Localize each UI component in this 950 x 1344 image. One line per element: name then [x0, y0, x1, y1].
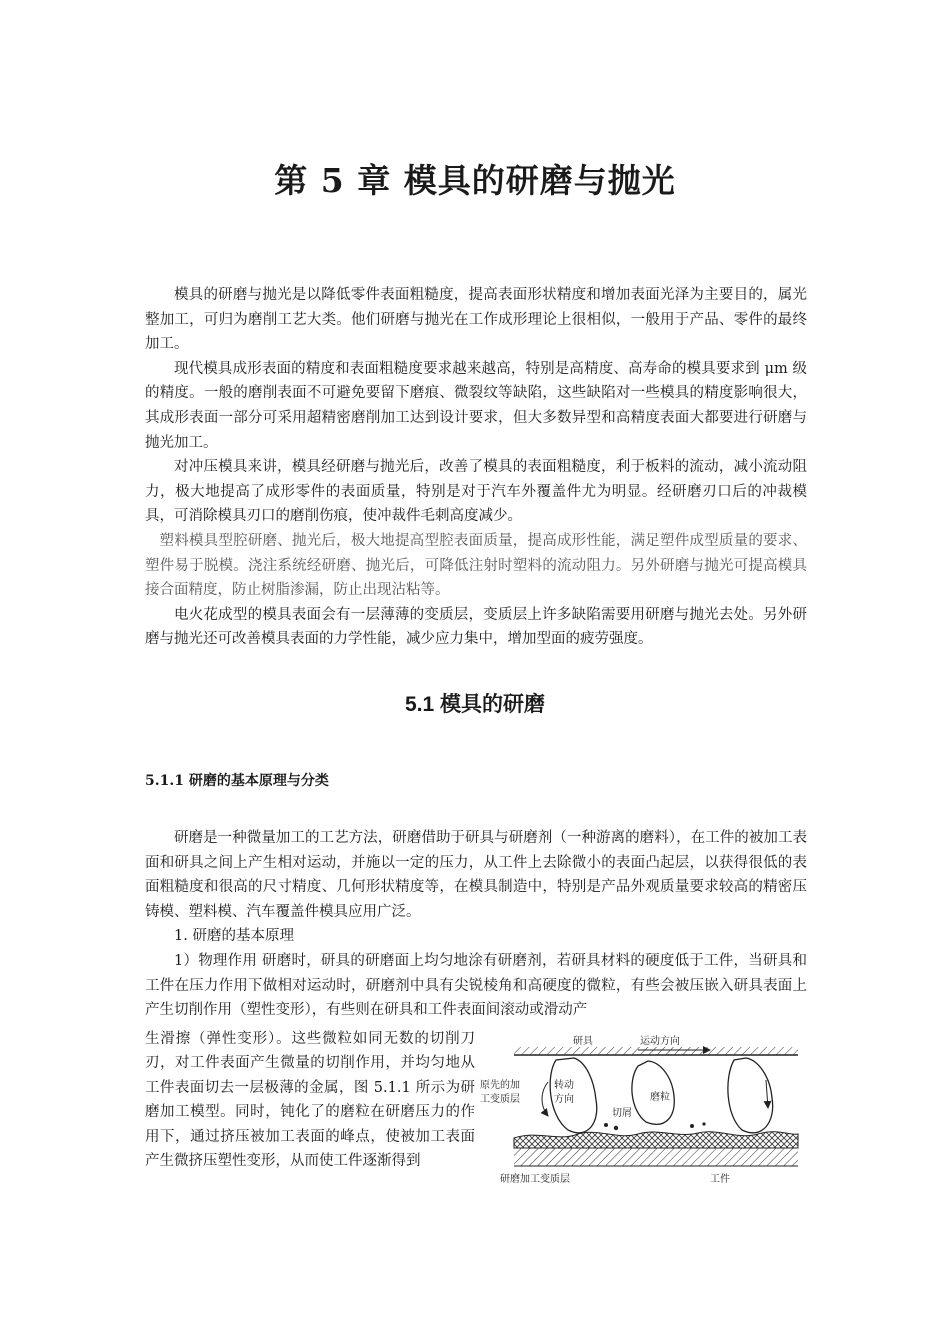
- chapter-title: 第 5 章 模具的研磨与抛光: [274, 161, 676, 200]
- body-paragraph: 1）物理作用 研磨时，研具的研磨面上均匀地涂有研磨剂，若研具材料的硬度低于工件，当研具和工件在压力作用下做相对运动时，研磨剂中具有尖锐棱角和高硬度的微粒，有些会被压嵌入研具表面上产生切削作用（塑性变形），有些则在研具和工件表面间滚动或滑动产: [145, 952, 807, 1019]
- label-chip: 切屑: [612, 1108, 632, 1119]
- label-workpiece: 工件: [710, 1174, 730, 1185]
- intro-section: [145, 283, 807, 652]
- rotation-arrow: [542, 1082, 548, 1116]
- grain-3: [728, 1058, 773, 1133]
- intro-paragraph: 模具的研磨与抛光是以降低零件表面粗糙度，提高表面形状精度和增加表面光泽为主要目的，属光整加工，可归为磨削工艺大类。他们研磨与抛光在工作成形理论上很相似，一般用于产品、零件的最终加工。: [145, 287, 807, 353]
- grain-arrow: [766, 1080, 768, 1108]
- subsection-title: 5.1.1 研磨的基本原理与分类: [145, 773, 329, 789]
- chip: [614, 1126, 618, 1130]
- section-title: 5.1 模具的研磨: [404, 693, 546, 716]
- label-grain: 磨粒: [650, 1092, 670, 1103]
- tool-hatch: [514, 1047, 798, 1055]
- body-paragraph: 研磨是一种微量加工的工艺方法，研磨借助于研具与研磨剂（一种游离的磨料），在工件的被加工表面和研具之间上产生相对运动，并施以一定的压力，从工件上去除微小的表面凸起层，以获得很低的表面粗糙度和很高的尺寸精度、几何形状精度等，在模具制造中，特别是产品外观质量要求较高的精密压铸模、塑料模、汽车覆盖件模具应用广泛。: [145, 830, 807, 920]
- intro-paragraph: 现代模具成形表面的精度和表面粗糙度要求越来越高，特别是高精度、高寿命的模具要求到 μm 级的精度。一般的磨削表面不可避免要留下磨痕、微裂纹等缺陷，这些缺陷对一些模具的精度影响很大，其成形表面一部分可采用超精密磨削加工达到设计要求，但大多数异型和高精度表面大都要进行研磨与抛光加工。: [145, 360, 807, 451]
- lapping-model-figure: [478, 1030, 810, 1190]
- chip: [690, 1124, 694, 1128]
- label-rotation-1: 转动: [554, 1080, 574, 1091]
- intro-paragraph: 塑料模具型腔研磨、抛光后，极大地提高型腔表面质量，提高成形性能，满足塑件成型质量的要求、塑件易于脱模。浇注系统经研磨、抛光后，可降低注射时塑料的流动阻力。另外研磨与抛光可提高模具接合面精度，防止树脂渗漏，防止出现沾粘等。: [145, 532, 807, 599]
- intro-paragraph: 对冲压模具来讲，模具经研磨与抛光后，改善了模具的表面粗糙度，利于板料的流动，减小流动阻力，极大地提高了成形零件的表面质量，特别是对于汽车外覆盖件尤为明显。经研磨刃口后的冲裁模具，可消除模具刃口的磨削伤痕，使冲裁件毛刺高度减少。: [145, 459, 807, 525]
- workpiece-hatch: [514, 1148, 798, 1166]
- label-lapping-layer: 研磨加工变质层: [500, 1174, 570, 1185]
- intro-paragraph: 电火花成型的模具表面会有一层薄薄的变质层，变质层上许多缺陷需要用研磨与抛光去处。另外研磨与抛光还可改善模具表面的力学性能，减少应力集中，增加型面的疲劳强度。: [145, 606, 807, 648]
- wrapped-paragraph: 生滑擦（弹性变形）。这些微粒如同无数的切削刀刃，对工件表面产生微量的切削作用，并均匀地从工件表面切去一层极薄的金属，图 5.1.1 所示为研磨加工模型。同时，钝化了的磨粒在研磨压力的作用下，通过挤压被加工表面的峰点，使被加工表面产生微挤压塑性变形，从而使工件逐渐得到: [145, 1031, 475, 1170]
- body-paragraph: 1. 研磨的基本原理: [174, 928, 294, 945]
- label-original-layer-1: 原先的加: [480, 1080, 520, 1091]
- chip: [604, 1123, 608, 1127]
- lapping-model-diagram: [478, 1030, 810, 1190]
- label-motion: 运动方向: [640, 1036, 680, 1047]
- body-section: [145, 826, 807, 1023]
- lapping-layer: [514, 1132, 798, 1148]
- label-rotation-2: 方向: [554, 1094, 574, 1105]
- chip: [702, 1122, 705, 1125]
- label-tool: 研具: [573, 1036, 593, 1047]
- wrapped-text: [145, 1027, 475, 1173]
- label-original-layer-2: 工变质层: [480, 1094, 520, 1105]
